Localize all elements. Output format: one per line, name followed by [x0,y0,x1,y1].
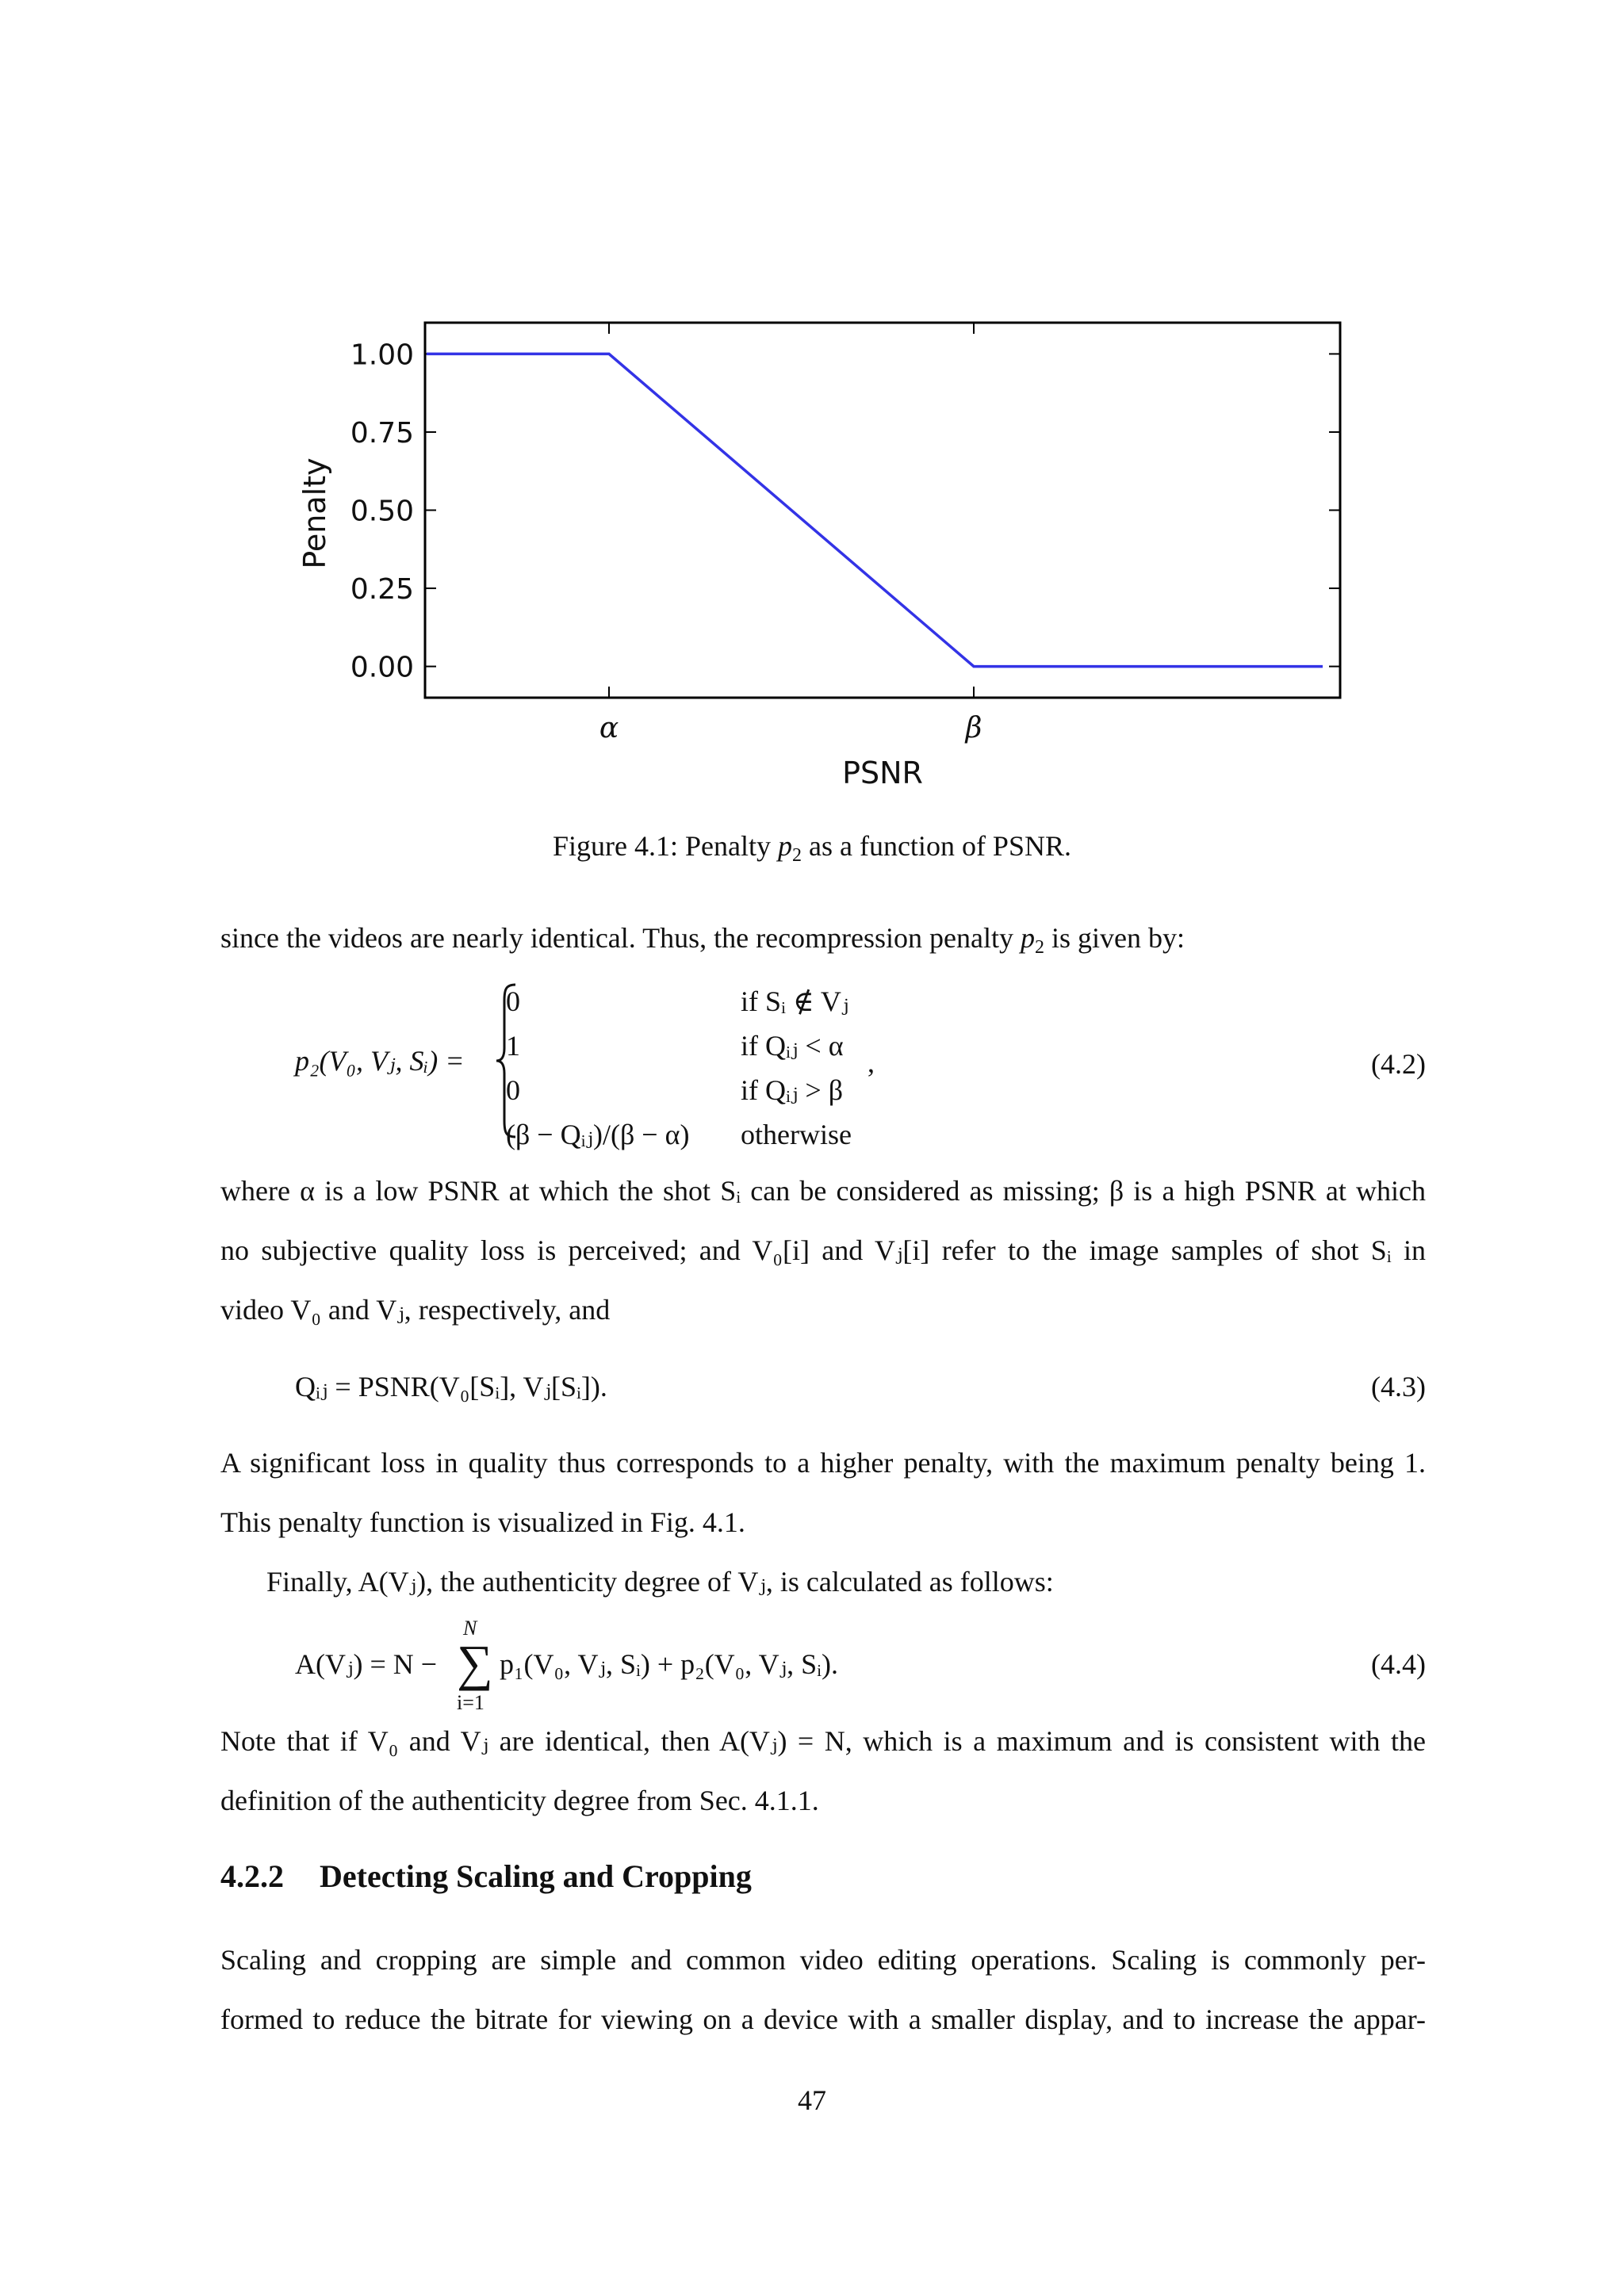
para3-line1: A significant loss in quality thus corresponds to a higher penalty, with the maximum penalty being 1. [220,1447,1426,1479]
eq43-number: (4.3) [1371,1371,1426,1402]
eq42-case3-condition: if Qᵢⱼ > β [741,1074,844,1106]
caption-suffix: as a function of PSNR. [802,830,1071,862]
x-tick-label-0: α [599,712,619,744]
para4-line1: Finally, A(Vⱼ), the authenticity degree of Vⱼ, is calculated as follows: [266,1566,1054,1598]
para5-line2: definition of the authenticity degree from Sec. 4.1.1. [220,1785,819,1816]
eq44-lhs: A(Vⱼ) = N − [295,1648,438,1680]
eq42-case4-value: (β − Qᵢⱼ)/(β − α) [506,1119,690,1150]
eq42-case2-condition: if Qᵢⱼ < α [741,1030,844,1062]
caption-prefix: Figure 4.1: Penalty [553,830,778,862]
eq42-lhs: p₂(V₀, Vⱼ, Sᵢ) = [295,1045,465,1077]
section-number: 4.2.2 [220,1858,284,1894]
section-title: Detecting Scaling and Cropping [320,1858,752,1894]
para6-line1: Scaling and cropping are simple and common video editing operations. Scaling is commonly per- [220,1944,1426,1976]
eq44-sum-lower: i=1 [457,1691,485,1714]
figure-caption [0,830,1624,866]
eq44-body: p₁(V₀, Vⱼ, Sᵢ) + p₂(V₀, Vⱼ, Sᵢ). [500,1648,838,1680]
y-tick-label-4: 0.00 [350,651,414,684]
para6-line2: formed to reduce the bitrate for viewing on a device with a smaller display, and to increase the appar- [220,2003,1426,2035]
paragraph-recompression [220,922,1426,958]
y-axis-label: Penalty [297,457,332,569]
eq42-trailing-comma: , [868,1047,875,1078]
eq42-case1-value: 0 [506,985,520,1017]
section-heading [220,1859,752,1894]
para2-line1: where α is a low PSNR at which the shot Sᵢ can be considered as missing; β is a high PSNR at which [220,1175,1426,1207]
eq42-case2-value: 1 [506,1030,520,1062]
eq42-case4-condition: otherwise [741,1119,852,1150]
para5-line1: Note that if V₀ and Vⱼ are identical, then A(Vⱼ) = N, which is a maximum and is consistent with the [220,1725,1426,1757]
eq44-number: (4.4) [1371,1648,1426,1680]
y-tick-label-0: 1.00 [350,339,414,372]
plot-frame [425,323,1340,698]
caption-sub: 2 [792,845,802,866]
para2-line3: video V₀ and Vⱼ, respectively, and [220,1294,611,1326]
x-axis-label: PSNR [842,756,923,790]
penalty-chart [0,0,1624,809]
x-tick-label-1: β [965,712,982,744]
y-tick-label-1: 0.75 [350,416,414,450]
para3-line2: This penalty function is visualized in Fig. 4.1. [220,1506,745,1538]
series-line-0 [427,354,1323,666]
sum-symbol: ∑ [457,1635,493,1691]
page-number: 47 [798,2084,826,2116]
eq44-sum-upper: N [463,1617,477,1640]
para2-line2: no subjective quality loss is perceived; and V₀[i] and Vⱼ[i] refer to the image samples of shot Sᵢ in [220,1234,1426,1266]
para1-var: p [1021,922,1036,954]
y-tick-label-3: 0.25 [350,573,414,607]
para1-text-b: is given by: [1044,922,1185,954]
para1-text-a: since the videos are nearly identical. Thus, the recompression penalty [220,922,1021,954]
eq42-case3-value: 0 [506,1074,520,1106]
eq42-number: (4.2) [1371,1048,1426,1080]
para1-sub: 2 [1035,937,1045,958]
caption-var: p [778,830,792,862]
eq43-text: Qᵢⱼ = PSNR(V₀[Sᵢ], Vⱼ[Sᵢ]). [295,1371,607,1402]
eq42-case1-condition: if Sᵢ ∉ Vⱼ [741,985,849,1017]
y-tick-label-2: 0.50 [350,495,414,528]
